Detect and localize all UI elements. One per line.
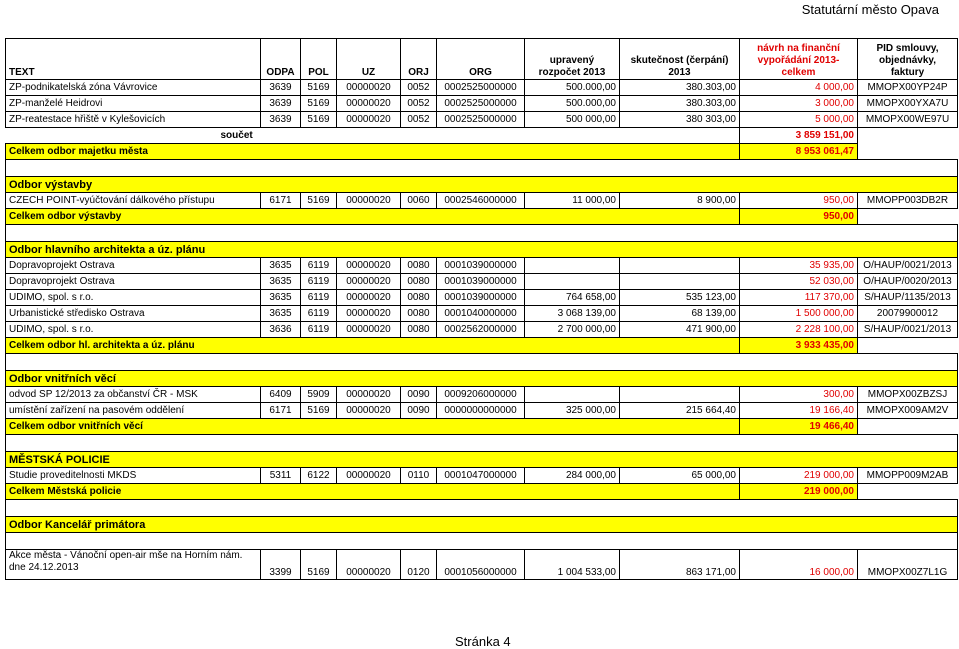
- row-orj: 0080: [401, 274, 437, 290]
- spacer-cell: [858, 435, 958, 452]
- row-odpa: 3635: [261, 306, 301, 322]
- row-orj: 0080: [401, 258, 437, 274]
- row-uz: 00000020: [337, 550, 401, 580]
- spacer-cell: [401, 225, 437, 242]
- row-navrh: 2 228 100,00: [740, 322, 858, 338]
- row-pid: MMOPX00YXA7U: [858, 96, 958, 112]
- spacer-cell: [401, 435, 437, 452]
- row-org: 0001039000000: [437, 274, 525, 290]
- spacer-cell: [858, 225, 958, 242]
- section-total-row: [6, 419, 958, 435]
- row-uz: 00000020: [337, 290, 401, 306]
- col-header-cerpani: skutečnost (čerpání) 2013: [620, 39, 740, 80]
- row-odpa: 3636: [261, 322, 301, 338]
- col-header-pid: PID smlouvy, objednávky, faktury: [858, 39, 958, 80]
- row-cerpani: [620, 387, 740, 403]
- row-pid: MMOPP003DB2R: [858, 193, 958, 209]
- row-text: umístění zařízení na pasovém oddělení: [6, 403, 261, 419]
- row-text: Urbanistické středisko Ostrava: [6, 306, 261, 322]
- empty-cell: [858, 144, 958, 160]
- row-navrh: 117 370,00: [740, 290, 858, 306]
- row-pol: 5909: [301, 387, 337, 403]
- section-title-row: [6, 517, 958, 533]
- spacer-cell: [525, 354, 620, 371]
- spacer-cell: [337, 160, 401, 177]
- row-navrh: 3 000,00: [740, 96, 858, 112]
- spacer-cell: [301, 354, 337, 371]
- spacer-cell: [620, 160, 740, 177]
- row-pid: S/HAUP/1135/2013: [858, 290, 958, 306]
- section-title: Odbor vnitřních věcí: [6, 371, 958, 387]
- spacer-row: [6, 533, 958, 550]
- settlement-table: [5, 38, 958, 580]
- spacer-cell: [437, 354, 525, 371]
- row-cerpani: [620, 274, 740, 290]
- table-row: [6, 468, 958, 484]
- table-row: [6, 80, 958, 96]
- empty-cell: [858, 128, 958, 144]
- row-pid: MMOPX00ZBZSJ: [858, 387, 958, 403]
- row-pol: 5169: [301, 403, 337, 419]
- empty-cell: [858, 419, 958, 435]
- table-row: [6, 387, 958, 403]
- row-rozpocet: 325 000,00: [525, 403, 620, 419]
- row-odpa: 5311: [261, 468, 301, 484]
- row-pid: MMOPX009AM2V: [858, 403, 958, 419]
- table-row: [6, 322, 958, 338]
- spacer-cell: [740, 500, 858, 517]
- spacer-cell: [261, 533, 301, 550]
- section-total-row: [6, 209, 958, 225]
- row-odpa: 3635: [261, 274, 301, 290]
- spacer-cell: [337, 435, 401, 452]
- row-navrh: 35 935,00: [740, 258, 858, 274]
- spacer-cell: [261, 354, 301, 371]
- row-pol: 5169: [301, 80, 337, 96]
- row-uz: 00000020: [337, 468, 401, 484]
- spacer-cell: [301, 500, 337, 517]
- spacer-cell: [6, 435, 261, 452]
- row-orj: 0080: [401, 322, 437, 338]
- row-pol: 5169: [301, 193, 337, 209]
- section-total-label: Celkem odbor majetku města: [6, 144, 740, 160]
- spacer-cell: [301, 435, 337, 452]
- table-row: [6, 550, 958, 580]
- section-total-label: Celkem Městská policie: [6, 484, 740, 500]
- table-row: [6, 290, 958, 306]
- section-total-value: 219 000,00: [740, 484, 858, 500]
- row-orj: 0110: [401, 468, 437, 484]
- row-odpa: 6171: [261, 403, 301, 419]
- section-title: Odbor výstavby: [6, 177, 958, 193]
- row-orj: 0052: [401, 112, 437, 128]
- table-header-row: [6, 39, 958, 80]
- spacer-row: [6, 435, 958, 452]
- row-pol: 6122: [301, 468, 337, 484]
- section-total-row: [6, 338, 958, 354]
- spacer-cell: [301, 225, 337, 242]
- row-org: 0001039000000: [437, 290, 525, 306]
- spacer-cell: [740, 354, 858, 371]
- table-row: [6, 274, 958, 290]
- table-row: [6, 112, 958, 128]
- row-org: 0002525000000: [437, 112, 525, 128]
- row-orj: 0090: [401, 403, 437, 419]
- row-rozpocet: 3 068 139,00: [525, 306, 620, 322]
- row-pol: 6119: [301, 290, 337, 306]
- row-navrh: 19 166,40: [740, 403, 858, 419]
- row-org: 0001039000000: [437, 258, 525, 274]
- spacer-cell: [740, 533, 858, 550]
- spacer-cell: [525, 225, 620, 242]
- row-odpa: 3399: [261, 550, 301, 580]
- row-rozpocet: 2 700 000,00: [525, 322, 620, 338]
- row-cerpani: 215 664,40: [620, 403, 740, 419]
- spacer-cell: [620, 435, 740, 452]
- spacer-cell: [6, 160, 261, 177]
- header-title: Statutární město Opava: [801, 2, 939, 17]
- row-rozpocet: 500.000,00: [525, 96, 620, 112]
- row-org: 0002562000000: [437, 322, 525, 338]
- col-header-navrh: návrh na finanční vypořádání 2013-celkem: [740, 39, 858, 80]
- row-uz: 00000020: [337, 306, 401, 322]
- col-header-rozpocet: upravený rozpočet 2013: [525, 39, 620, 80]
- row-text: UDIMO, spol. s r.o.: [6, 290, 261, 306]
- row-org: 0001056000000: [437, 550, 525, 580]
- row-text: CZECH POINT-vyúčtování dálkového přístupu: [6, 193, 261, 209]
- row-cerpani: 535 123,00: [620, 290, 740, 306]
- row-pol: 6119: [301, 274, 337, 290]
- page-number: Stránka 4: [455, 634, 511, 649]
- section-total-row: [6, 144, 958, 160]
- row-uz: 00000020: [337, 96, 401, 112]
- table-row: [6, 96, 958, 112]
- spacer-cell: [337, 533, 401, 550]
- row-pid: O/HAUP/0020/2013: [858, 274, 958, 290]
- row-text: ZP-reatestace hřiště v Kylešovicích: [6, 112, 261, 128]
- row-pol: 5169: [301, 96, 337, 112]
- row-cerpani: 863 171,00: [620, 550, 740, 580]
- row-rozpocet: 1 004 533,00: [525, 550, 620, 580]
- section-title-row: [6, 452, 958, 468]
- spacer-cell: [261, 435, 301, 452]
- section-total-row: [6, 484, 958, 500]
- spacer-cell: [437, 500, 525, 517]
- spacer-cell: [620, 500, 740, 517]
- row-pid: 20079900012: [858, 306, 958, 322]
- sum-label: součet: [6, 128, 740, 144]
- spacer-cell: [337, 225, 401, 242]
- empty-cell: [858, 338, 958, 354]
- row-rozpocet: 500 000,00: [525, 112, 620, 128]
- row-navrh: 300,00: [740, 387, 858, 403]
- spacer-row: [6, 354, 958, 371]
- row-cerpani: 8 900,00: [620, 193, 740, 209]
- col-header-org: ORG: [437, 39, 525, 80]
- empty-cell: [858, 209, 958, 225]
- spacer-cell: [740, 435, 858, 452]
- col-header-odpa: ODPA: [261, 39, 301, 80]
- row-orj: 0052: [401, 80, 437, 96]
- row-odpa: 3639: [261, 80, 301, 96]
- row-cerpani: [620, 258, 740, 274]
- section-title: Odbor Kancelář primátora: [6, 517, 958, 533]
- row-navrh: 1 500 000,00: [740, 306, 858, 322]
- section-total-value: 950,00: [740, 209, 858, 225]
- row-odpa: 3639: [261, 96, 301, 112]
- spacer-cell: [6, 354, 261, 371]
- spacer-cell: [858, 160, 958, 177]
- row-navrh: 4 000,00: [740, 80, 858, 96]
- table-row: [6, 258, 958, 274]
- spacer-cell: [620, 533, 740, 550]
- row-orj: 0052: [401, 96, 437, 112]
- row-pol: 5169: [301, 550, 337, 580]
- table-row: [6, 306, 958, 322]
- spacer-cell: [740, 160, 858, 177]
- spacer-cell: [6, 225, 261, 242]
- row-odpa: 3635: [261, 258, 301, 274]
- spacer-cell: [6, 500, 261, 517]
- row-text: ZP-podnikatelská zóna Vávrovice: [6, 80, 261, 96]
- row-org: 0002546000000: [437, 193, 525, 209]
- row-uz: 00000020: [337, 193, 401, 209]
- row-odpa: 3635: [261, 290, 301, 306]
- col-header-text: TEXT: [6, 39, 261, 80]
- spacer-cell: [525, 533, 620, 550]
- row-cerpani: 380.303,00: [620, 80, 740, 96]
- row-uz: 00000020: [337, 387, 401, 403]
- row-navrh: 16 000,00: [740, 550, 858, 580]
- row-text: Dopravoprojekt Ostrava: [6, 258, 261, 274]
- section-title: Odbor hlavního architekta a úz. plánu: [6, 242, 958, 258]
- row-odpa: 6171: [261, 193, 301, 209]
- row-text: UDIMO, spol. s r.o.: [6, 322, 261, 338]
- spacer-cell: [740, 225, 858, 242]
- row-org: 0009206000000: [437, 387, 525, 403]
- section-total-value: 8 953 061,47: [740, 144, 858, 160]
- row-uz: 00000020: [337, 322, 401, 338]
- section-title-row: [6, 242, 958, 258]
- section-total-value: 19 466,40: [740, 419, 858, 435]
- row-rozpocet: [525, 387, 620, 403]
- spacer-cell: [337, 354, 401, 371]
- row-cerpani: 380 303,00: [620, 112, 740, 128]
- spacer-row: [6, 160, 958, 177]
- spacer-cell: [261, 500, 301, 517]
- section-title-row: [6, 177, 958, 193]
- spacer-cell: [337, 500, 401, 517]
- sum-row: [6, 128, 958, 144]
- spacer-row: [6, 500, 958, 517]
- row-orj: 0060: [401, 193, 437, 209]
- row-rozpocet: [525, 258, 620, 274]
- row-odpa: 3639: [261, 112, 301, 128]
- row-navrh: 52 030,00: [740, 274, 858, 290]
- col-header-uz: UZ: [337, 39, 401, 80]
- row-text: odvod SP 12/2013 za občanství ČR - MSK: [6, 387, 261, 403]
- row-orj: 0080: [401, 290, 437, 306]
- spacer-cell: [525, 435, 620, 452]
- spacer-cell: [525, 160, 620, 177]
- row-org: 0001040000000: [437, 306, 525, 322]
- row-pid: MMOPP009M2AB: [858, 468, 958, 484]
- section-total-label: Celkem odbor vnitřních věcí: [6, 419, 740, 435]
- spacer-cell: [437, 533, 525, 550]
- row-rozpocet: 500.000,00: [525, 80, 620, 96]
- spacer-cell: [858, 533, 958, 550]
- section-title: MĚSTSKÁ POLICIE: [6, 452, 958, 468]
- row-navrh: 219 000,00: [740, 468, 858, 484]
- spacer-cell: [6, 533, 261, 550]
- spacer-cell: [620, 225, 740, 242]
- row-odpa: 6409: [261, 387, 301, 403]
- empty-cell: [858, 484, 958, 500]
- row-rozpocet: 11 000,00: [525, 193, 620, 209]
- spacer-cell: [401, 160, 437, 177]
- row-navrh: 5 000,00: [740, 112, 858, 128]
- row-uz: 00000020: [337, 403, 401, 419]
- row-org: 0002525000000: [437, 80, 525, 96]
- section-total-label: Celkem odbor hl. architekta a úz. plánu: [6, 338, 740, 354]
- spacer-cell: [437, 160, 525, 177]
- spacer-cell: [525, 500, 620, 517]
- spacer-cell: [261, 225, 301, 242]
- spacer-cell: [620, 354, 740, 371]
- spacer-cell: [261, 160, 301, 177]
- section-total-label: Celkem odbor výstavby: [6, 209, 740, 225]
- section-total-value: 3 933 435,00: [740, 338, 858, 354]
- col-header-pol: POL: [301, 39, 337, 80]
- row-pid: S/HAUP/0021/2013: [858, 322, 958, 338]
- spacer-cell: [301, 160, 337, 177]
- row-navrh: 950,00: [740, 193, 858, 209]
- sum-value: 3 859 151,00: [740, 128, 858, 144]
- row-text: Dopravoprojekt Ostrava: [6, 274, 261, 290]
- spacer-cell: [401, 533, 437, 550]
- row-org: 0002525000000: [437, 96, 525, 112]
- spacer-cell: [858, 354, 958, 371]
- row-pid: MMOPX00Z7L1G: [858, 550, 958, 580]
- row-pol: 6119: [301, 258, 337, 274]
- spacer-cell: [401, 354, 437, 371]
- col-header-orj: ORJ: [401, 39, 437, 80]
- row-cerpani: 65 000,00: [620, 468, 740, 484]
- row-uz: 00000020: [337, 80, 401, 96]
- row-text: Studie proveditelnosti MKDS: [6, 468, 261, 484]
- row-rozpocet: [525, 274, 620, 290]
- row-cerpani: 471 900,00: [620, 322, 740, 338]
- row-uz: 00000020: [337, 258, 401, 274]
- spacer-cell: [401, 500, 437, 517]
- spacer-row: [6, 225, 958, 242]
- row-orj: 0120: [401, 550, 437, 580]
- row-pid: O/HAUP/0021/2013: [858, 258, 958, 274]
- row-pol: 6119: [301, 322, 337, 338]
- row-text: Akce města - Vánoční open-air mše na Horním nám. dne 24.12.2013: [6, 550, 261, 580]
- row-orj: 0080: [401, 306, 437, 322]
- row-org: 0001047000000: [437, 468, 525, 484]
- row-uz: 00000020: [337, 112, 401, 128]
- row-org: 0000000000000: [437, 403, 525, 419]
- row-orj: 0090: [401, 387, 437, 403]
- row-pol: 6119: [301, 306, 337, 322]
- spacer-cell: [437, 435, 525, 452]
- row-cerpani: 68 139,00: [620, 306, 740, 322]
- row-uz: 00000020: [337, 274, 401, 290]
- spacer-cell: [301, 533, 337, 550]
- table-row: [6, 193, 958, 209]
- row-pid: MMOPX00YP24P: [858, 80, 958, 96]
- row-rozpocet: 764 658,00: [525, 290, 620, 306]
- spacer-cell: [437, 225, 525, 242]
- row-pid: MMOPX00WE97U: [858, 112, 958, 128]
- row-rozpocet: 284 000,00: [525, 468, 620, 484]
- row-cerpani: 380.303,00: [620, 96, 740, 112]
- spacer-cell: [858, 500, 958, 517]
- row-pol: 5169: [301, 112, 337, 128]
- section-title-row: [6, 371, 958, 387]
- row-text: ZP-manželé Heidrovi: [6, 96, 261, 112]
- table-row: [6, 403, 958, 419]
